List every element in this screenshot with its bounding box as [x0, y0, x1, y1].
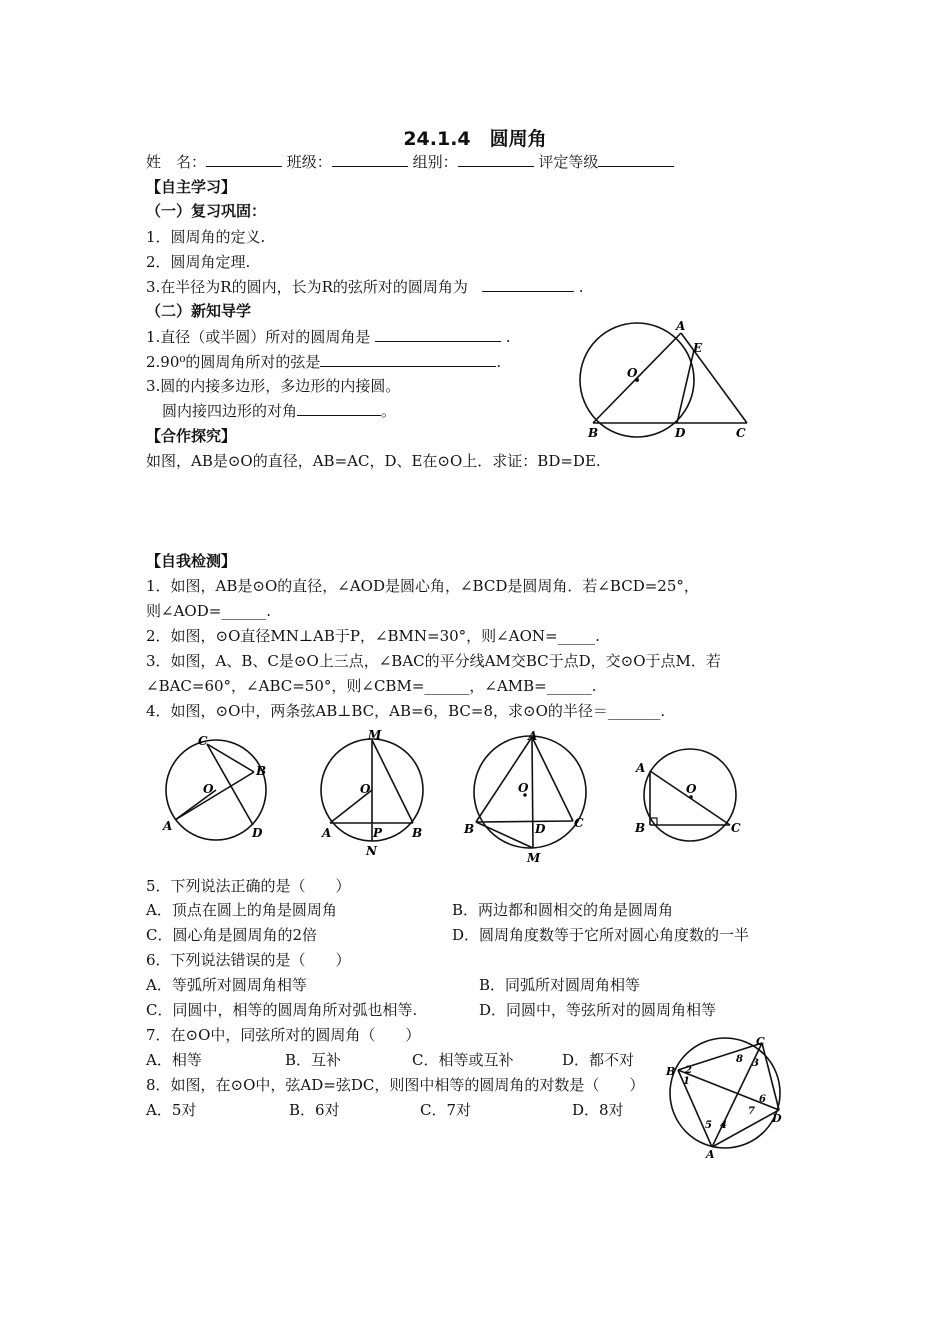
q6-option-d[interactable]: D．同圆中，等弦所对的圆周角相等	[479, 1001, 717, 1019]
review-item-2: 2．圆周角定理.	[146, 253, 251, 271]
q6: 6．下列说法错误的是（ ）	[146, 951, 351, 969]
figure-point-label: O	[686, 782, 697, 796]
q8-option-c[interactable]: C．7对	[420, 1101, 472, 1119]
figure-point-label: M	[368, 730, 382, 742]
figure-point-label: N	[366, 844, 377, 858]
figure-point-label: A	[163, 819, 173, 833]
answer-blank[interactable]	[375, 327, 501, 342]
q5-option-d[interactable]: D．圆周角度数等于它所对圆心角度数的一半	[452, 926, 750, 944]
answer-blank[interactable]	[320, 352, 496, 367]
q2: 2．如图，⊙O直径MN⊥AB于P，∠BMN=30°，则∠AON=_____.	[146, 627, 600, 645]
figure-q2	[315, 730, 435, 860]
review-item-1: 1．圆周角的定义.	[146, 228, 266, 246]
q7-option-c[interactable]: C．相等或互补	[412, 1051, 514, 1069]
figure-point-label: A	[636, 761, 646, 775]
section-cooperate: 【合作探究】	[146, 427, 237, 445]
figure-point-label: C	[198, 734, 208, 748]
figure-point-label: 4	[720, 1120, 727, 1131]
q6-option-a[interactable]: A．等弧所对圆周角相等	[146, 976, 307, 994]
q7-option-b[interactable]: B．互补	[285, 1051, 342, 1069]
figure-point-label: D	[535, 822, 546, 836]
figure-point-label: A	[706, 1148, 715, 1161]
grade-blank[interactable]	[598, 152, 674, 167]
figure-stroke	[474, 736, 586, 848]
section-new-knowledge: （二）新知导学	[146, 302, 252, 320]
figure-point-label: O	[360, 782, 371, 796]
figure-point-label: B	[588, 426, 599, 440]
class-label: 班级：	[286, 153, 332, 171]
figure-point-label: 7	[748, 1106, 755, 1117]
figure-point-label: O	[627, 366, 638, 380]
figure-point-label: 3	[752, 1058, 759, 1069]
figure-point-label: C	[736, 426, 746, 440]
figure-point-label: 6	[759, 1094, 766, 1105]
q5-option-c[interactable]: C．圆心角是圆周角的2倍	[146, 926, 318, 944]
q8-option-b[interactable]: B．6对	[289, 1101, 340, 1119]
section-self-study: 【自主学习】	[146, 178, 237, 196]
figure-point-label: O	[203, 782, 214, 796]
q5-option-a[interactable]: A．顶点在圆上的角是圆周角	[146, 901, 337, 919]
figure-stroke	[476, 822, 533, 848]
segment-ed	[677, 350, 694, 423]
figure-point-label: C	[731, 821, 741, 835]
figure-stroke	[532, 737, 533, 848]
q7: 7．在⊙O中，同弦所对的圆周角（ ）	[146, 1026, 421, 1044]
q8: 8．如图，在⊙O中，弦AD=弦DC，则图中相等的圆周角的对数是（ ）	[146, 1076, 645, 1094]
group-blank[interactable]	[458, 152, 534, 167]
q1-line-1: 1．如图，AB是⊙O的直径，∠AOD是圆心角，∠BCD是圆周角．若∠BCD=25°，	[146, 577, 699, 595]
figure-q4	[630, 740, 750, 860]
figure-point-label: C	[574, 816, 584, 830]
figure-point-label: C	[756, 1035, 765, 1048]
figure-point-label: 8	[736, 1054, 743, 1065]
q4: 4．如图，⊙O中，两条弦AB⊥BC，AB=6，BC=8，求⊙O的半径＝_______.	[146, 702, 666, 720]
q8-option-a[interactable]: A．5对	[146, 1101, 197, 1119]
figure-point-label: P	[373, 826, 383, 840]
figure-q1	[155, 730, 275, 850]
figure-stroke	[476, 737, 532, 822]
figure-point-label: B	[256, 764, 267, 778]
figure-q8	[660, 1030, 790, 1165]
cooperate-problem: 如图，AB是⊙O的直径，AB=AC，D、E在⊙O上．求证：BD=DE.	[146, 452, 601, 470]
answer-blank[interactable]	[482, 277, 574, 292]
figure-point-label: 2	[685, 1065, 692, 1076]
figure-point-label: D	[252, 826, 263, 840]
q7-option-a[interactable]: A．相等	[146, 1051, 202, 1069]
figure-stroke	[207, 744, 253, 825]
figure-stroke	[476, 821, 573, 822]
figure-q3	[460, 728, 600, 868]
q1-line-2: 则∠AOD=______.	[146, 602, 272, 620]
new-item-2: 2.90⁰的圆周角所对的弦是 .	[146, 353, 502, 371]
figure-point-label: A	[528, 729, 538, 743]
grade-label: 评定等级	[538, 153, 599, 171]
figure-point-label: D	[675, 426, 686, 440]
q5: 5．下列说法正确的是（ ）	[146, 877, 351, 895]
section-self-check: 【自我检测】	[146, 552, 237, 570]
figure-point-label: E	[693, 341, 703, 355]
name-label: 姓 名：	[146, 153, 207, 171]
figure-point-label: O	[518, 781, 529, 795]
q6-option-c[interactable]: C．同圆中，相等的圆周角所对弧也相等.	[146, 1001, 418, 1019]
figure-point-label: 1	[683, 1076, 690, 1087]
answer-blank[interactable]	[297, 401, 381, 416]
figure-point-label: M	[527, 851, 541, 865]
new-item-4: 圆内接四边形的对角 。	[162, 402, 397, 420]
page-title: 24.1.4 圆周角	[403, 128, 547, 150]
figure-point-label: A	[676, 319, 686, 333]
q5-option-b[interactable]: B．两边都和圆相交的角是圆周角	[452, 901, 674, 919]
q7-option-d[interactable]: D．都不对	[562, 1051, 635, 1069]
figure-point-label: B	[666, 1065, 676, 1078]
figure-point-label: B	[635, 821, 646, 835]
q6-option-b[interactable]: B．同弧所对圆周角相等	[479, 976, 641, 994]
section-review: （一）复习巩固：	[146, 202, 267, 220]
class-blank[interactable]	[332, 152, 408, 167]
name-blank[interactable]	[206, 152, 282, 167]
figure-stroke	[175, 772, 254, 820]
segment-ac	[681, 333, 747, 423]
figure-point-label: A	[322, 826, 332, 840]
figure-point-label: B	[464, 822, 475, 836]
figure-point-label: B	[412, 826, 423, 840]
figure-point-label: D	[772, 1112, 782, 1125]
new-item-3: 3.圆的内接多边形，多边形的内接圆。	[146, 377, 401, 395]
figure-point-label: 5	[705, 1120, 712, 1131]
new-item-1: 1.直径（或半圆）所对的圆周角是 .	[146, 328, 511, 346]
q3-line-1: 3．如图，A、B、C是⊙O上三点，∠BAC的平分线AM交BC于点D，交⊙O于点M．若	[146, 652, 721, 670]
main-figure	[575, 315, 755, 445]
review-item-3: 3.在半径为R的圆内，长为R的弦所对的圆周角为 .	[146, 278, 584, 296]
q8-option-d[interactable]: D．8对	[572, 1101, 624, 1119]
q3-line-2: ∠BAC=60°，∠ABC=50°，则∠CBM=______，∠AMB=______.	[146, 677, 597, 695]
header-info-line	[146, 152, 674, 172]
group-label: 组别：	[412, 153, 458, 171]
